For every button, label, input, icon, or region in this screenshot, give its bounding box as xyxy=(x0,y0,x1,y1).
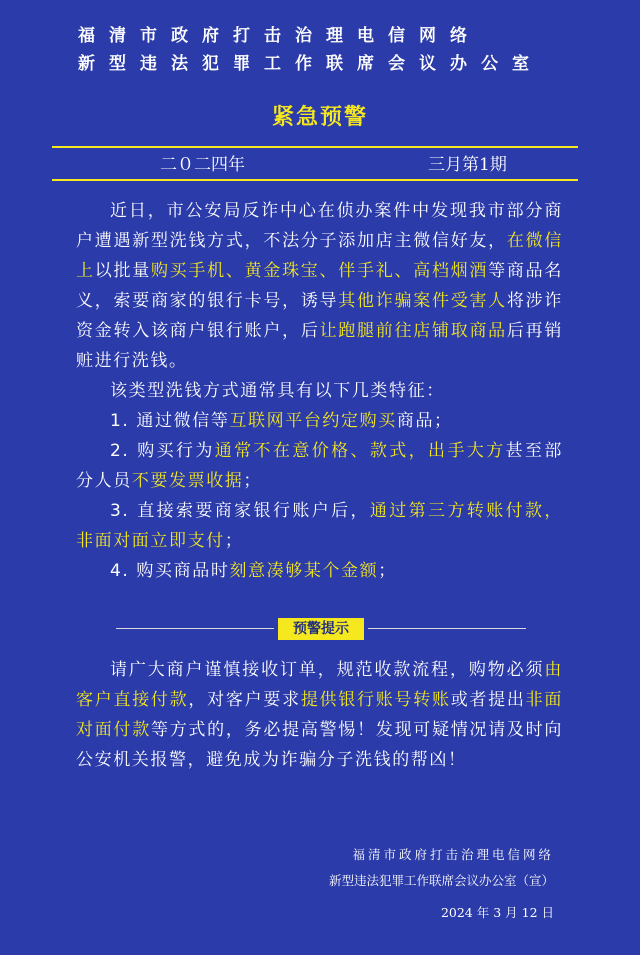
issue-period: 三月第1期 xyxy=(428,155,507,175)
intro-paragraph xyxy=(76,196,563,376)
highlighted-text: 通过第三方转账付款，非面对面立即支付 xyxy=(76,501,563,551)
page-title: 紧急预警 xyxy=(271,104,368,130)
issuer-header xyxy=(0,22,640,78)
footer-org-line-2: 新型违法犯罪工作联席会议办公室（宣） xyxy=(328,873,554,888)
body-text: 2. 购买行为 xyxy=(110,441,215,461)
body-text: 等商品名义，索要商家的银行卡号，诱导 xyxy=(76,261,563,311)
highlighted-text: 提供银行账号转账 xyxy=(300,690,451,710)
body-text: ； xyxy=(378,561,397,581)
body-text: 1. 通过微信等 xyxy=(110,411,230,431)
warning-tip-badge: 预警提示 xyxy=(278,618,364,640)
body-text: 请广大商户谨慎接收订单，规范收款流程，购物必须 xyxy=(110,660,545,680)
feature-item-1 xyxy=(76,406,563,436)
warning-section xyxy=(76,655,563,775)
footer-org-line-1: 福清市政府打击治理电信网络 xyxy=(352,847,554,862)
tip-rule-right xyxy=(368,628,526,629)
issuer-line-1: 福清市政府打击治理电信网络 xyxy=(78,26,481,46)
warning-tip-divider xyxy=(116,618,526,640)
features-heading: 该类型洗钱方式通常具有以下几类特征： xyxy=(110,381,445,401)
feature-item-3 xyxy=(76,496,563,556)
notice-body xyxy=(76,196,563,586)
body-text: 或者提出 xyxy=(450,690,526,710)
body-text: ； xyxy=(224,531,244,551)
issue-year: 二０二四年 xyxy=(160,155,245,175)
highlighted-text: 其他诈骗案件受害人 xyxy=(338,291,507,311)
body-text: 近日，市公安局反诈中心在侦办案件中发现我市部分商户遭遇新型洗钱方式，不法分子添加店主微信好友， xyxy=(76,201,563,251)
signature-block xyxy=(329,842,554,926)
bottom-divider xyxy=(52,179,578,181)
highlighted-text: 通常不在意价格、款式，出手大方 xyxy=(214,441,506,461)
highlighted-text: 购买手机、黄金珠宝、伴手礼、高档烟酒 xyxy=(150,261,489,281)
highlighted-text: 不要发票收据 xyxy=(131,471,244,491)
feature-item-2 xyxy=(76,436,563,496)
issuer-line-2: 新型违法犯罪工作联席会议办公室 xyxy=(78,54,543,74)
body-text: 等方式的，务必提高警惕！发现可疑情况请及时向公安机关报警，避免成为诈骗分子洗钱的帮凶！ xyxy=(76,720,564,770)
body-text: 将涉诈资金转入该商户银行账户，后 xyxy=(76,291,563,341)
body-text: ，对客户要求 xyxy=(188,690,301,710)
body-text: 以批量 xyxy=(94,261,151,281)
body-text: 后再销赃进行洗钱。 xyxy=(76,321,563,371)
body-text: 商品； xyxy=(396,411,453,431)
highlighted-text: 刻意凑够某个金额 xyxy=(229,561,379,581)
body-text: 3. 直接索要商家银行账户后， xyxy=(110,501,370,521)
body-text: 甚至部分人员 xyxy=(76,441,564,491)
footer-date: 2024 年 3 月 12 日 xyxy=(440,905,554,920)
highlighted-text: 非面对面付款 xyxy=(76,690,563,740)
highlighted-text: 互联网平台约定购买 xyxy=(229,411,397,431)
highlighted-text: 在微信上 xyxy=(76,231,563,281)
body-text: 4. 购买商品时 xyxy=(110,561,230,581)
highlighted-text: 让跑腿前往店铺取商品 xyxy=(319,321,507,341)
top-divider xyxy=(52,146,578,148)
feature-item-4 xyxy=(76,556,563,586)
body-text: ； xyxy=(243,471,263,491)
warning-paragraph xyxy=(76,655,563,775)
highlighted-text: 由客户直接付款 xyxy=(76,660,563,710)
tip-rule-left xyxy=(116,628,274,629)
